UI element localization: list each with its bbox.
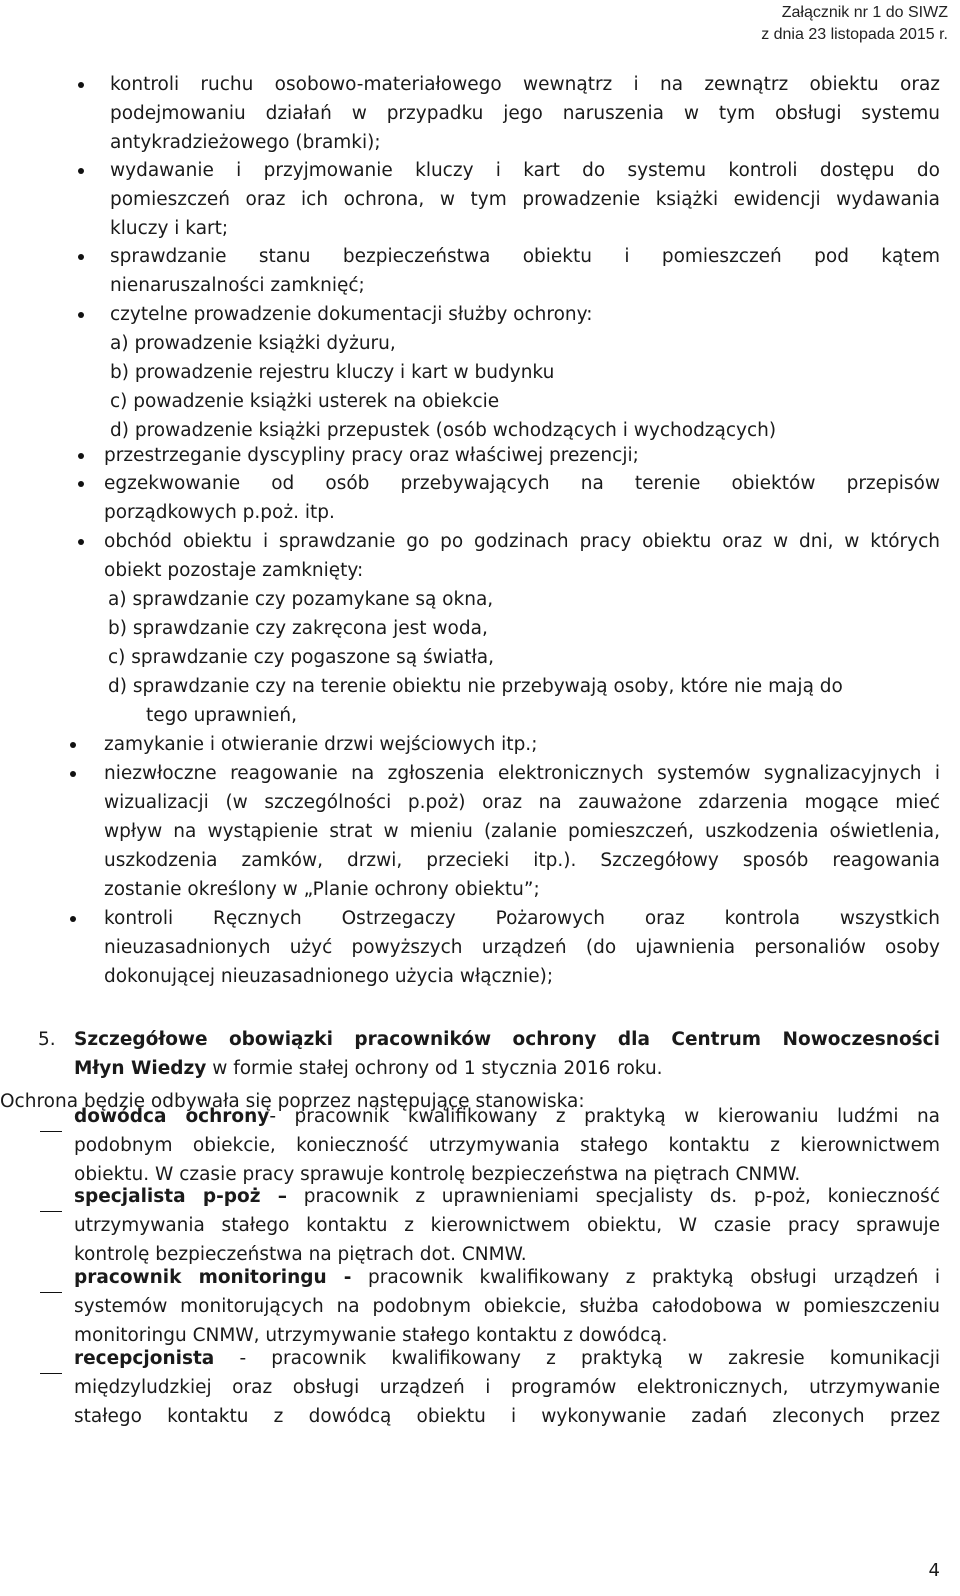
dash-icon bbox=[40, 1292, 62, 1293]
line: nienaruszalności zamknięć; bbox=[110, 275, 365, 296]
line: zostanie określony w „Planie ochrony obiektu”; bbox=[104, 879, 540, 900]
sub-text: powadzenie książki usterek na obiekcie bbox=[133, 391, 500, 412]
line: wpływ na wystąpienie strat w mieniu (zalanie pomieszczeń, uszkodzenia oświetlenia, bbox=[104, 821, 940, 842]
line: zamykanie i otwieranie drzwi wejściowych itp.; bbox=[104, 734, 538, 755]
sub-text: prowadzenie rejestru kluczy i kart w budynku bbox=[134, 362, 555, 383]
sub-item bbox=[108, 672, 843, 701]
dash-icon bbox=[40, 1131, 62, 1132]
sub-text: sprawdzanie czy na terenie obiektu nie przebywają osoby, które nie mają do bbox=[132, 676, 843, 697]
position-text: kontrolę bezpieczeństwa na piętrach dot. CNMW. bbox=[74, 1244, 527, 1265]
line: wizualizacji (w szczególności p.poż) oraz na zauważone zdarzenia mogące mieć bbox=[104, 792, 940, 813]
position-text: pracownik z uprawnieniami specjalisty ds. p-poż, konieczność bbox=[287, 1186, 940, 1207]
position-text: pracownik kwalifikowany z praktyką obsługi urządzeń i bbox=[351, 1267, 941, 1288]
position-separator: - bbox=[269, 1106, 277, 1127]
line: czytelne prowadzenie dokumentacji służby ochrony: bbox=[110, 304, 593, 325]
section-title-line: Szczegółowe obowiązki pracowników ochrony dla Centrum Nowoczesności bbox=[74, 1029, 940, 1050]
line: antykradzieżowego (bramki); bbox=[110, 132, 381, 153]
sub-item bbox=[108, 585, 493, 614]
position-item bbox=[74, 1182, 940, 1269]
line: wydawanie i przyjmowanie kluczy i kart do systemu kontroli dostępu do bbox=[110, 160, 940, 181]
line: egzekwowanie od osób przebywających na terenie obiektów przepisów bbox=[104, 473, 940, 494]
sub-marker: b) bbox=[108, 618, 127, 639]
section-title bbox=[74, 1025, 940, 1083]
list-item bbox=[104, 904, 940, 991]
line: sprawdzanie stanu bezpieczeństwa obiektu i pomieszczeń pod kątem bbox=[110, 246, 940, 267]
position-role: dowódca ochrony bbox=[74, 1106, 270, 1127]
position-text: utrzymywania stałego kontaktu z kierownictwem obiektu, W czasie pracy sprawuje bbox=[74, 1215, 940, 1236]
list-item bbox=[104, 730, 940, 759]
position-text: podobnym obiekcie, konieczność utrzymywania stałego kontaktu z kierownictwem bbox=[74, 1135, 940, 1156]
bullet-icon bbox=[78, 254, 84, 260]
sub-marker: a) bbox=[110, 333, 129, 354]
sub-item bbox=[110, 329, 396, 358]
sub-marker: c) bbox=[110, 391, 128, 412]
line: porządkowych p.poż. itp. bbox=[104, 502, 335, 523]
bullet-icon bbox=[70, 771, 76, 777]
header-date: z dnia 23 listopada 2015 r. bbox=[761, 26, 948, 43]
bullet-icon bbox=[78, 82, 84, 88]
line: dokonującej nieuzasadnionego użycia włącznie); bbox=[104, 966, 554, 987]
section-number: 5. bbox=[38, 1029, 56, 1050]
position-text: pracownik kwalifikowany z praktyką w kierowaniu ludźmi na bbox=[276, 1106, 941, 1127]
header-annex: Załącznik nr 1 do SIWZ bbox=[781, 4, 948, 21]
bullet-icon bbox=[70, 916, 76, 922]
sub-marker: c) bbox=[108, 647, 126, 668]
line: obchód obiektu i sprawdzanie go po godzinach pracy obiektu oraz w dni, w których bbox=[104, 531, 940, 552]
position-text: stałego kontaktu z dowódcą obiektu i wykonywanie zadań zleconych przez bbox=[74, 1406, 940, 1427]
line: kontroli ruchu osobowo-materiałowego wewnątrz i na zewnątrz obiektu oraz bbox=[110, 74, 940, 95]
list-item bbox=[104, 441, 940, 470]
sub-text: sprawdzanie czy pogaszone są światła, bbox=[131, 647, 494, 668]
position-role: pracownik monitoringu - bbox=[74, 1267, 352, 1288]
line: nieuzasadnionych użyć powyższych urządzeń (do ujawnienia personaliów osoby bbox=[104, 937, 940, 958]
sub-item bbox=[108, 643, 494, 672]
sub-text: sprawdzanie czy pozamykane są okna, bbox=[132, 589, 494, 610]
bullet-icon bbox=[78, 168, 84, 174]
section-title-rest: w formie stałej ochrony od 1 stycznia 2016 roku. bbox=[206, 1058, 663, 1079]
line: kontroli Ręcznych Ostrzegaczy Pożarowych oraz kontrola wszystkich bbox=[104, 908, 940, 929]
bullet-icon bbox=[70, 742, 76, 748]
line: obiekt pozostaje zamknięty: bbox=[104, 560, 364, 581]
position-item bbox=[74, 1263, 940, 1350]
sub-item bbox=[110, 387, 499, 416]
list-item bbox=[110, 156, 940, 243]
sub-text: sprawdzanie czy zakręcona jest woda, bbox=[132, 618, 488, 639]
position-text: międzyludzkiej oraz obsługi urządzeń i programów elektronicznych, utrzymywanie bbox=[74, 1377, 940, 1398]
bullet-icon bbox=[78, 312, 84, 318]
position-role: specjalista p-poż – bbox=[74, 1186, 288, 1207]
position-role: recepcjonista bbox=[74, 1348, 215, 1369]
list-item bbox=[110, 300, 940, 329]
bullet-icon bbox=[78, 481, 84, 487]
dash-icon bbox=[40, 1211, 62, 1212]
sub-text: prowadzenie książki dyżuru, bbox=[134, 333, 396, 354]
line: uszkodzenia zamków, drzwi, przecieki itp.). Szczegółowy sposób reagowania bbox=[104, 850, 940, 871]
sub-marker: d) bbox=[108, 676, 127, 697]
position-text: monitoringu CNMW, utrzymywanie stałego kontaktu z dowódcą. bbox=[74, 1325, 668, 1346]
position-text: obiektu. W czasie pracy sprawuje kontrolę bezpieczeństwa na piętrach CNMW. bbox=[74, 1164, 801, 1185]
sub-text: prowadzenie książki przepustek (osób wchodzących i wychodzących) bbox=[134, 420, 777, 441]
line: przestrzeganie dyscypliny pracy oraz właściwej prezencji; bbox=[104, 445, 639, 466]
sub-item-continuation: tego uprawnień, bbox=[146, 705, 297, 726]
position-text: - pracownik kwalifikowany z praktyką w zakresie komunikacji bbox=[214, 1348, 940, 1369]
list-item bbox=[104, 469, 940, 527]
list-item bbox=[104, 527, 940, 585]
sub-item bbox=[108, 614, 488, 643]
sub-marker: d) bbox=[110, 420, 129, 441]
sub-marker: a) bbox=[108, 589, 127, 610]
document-header bbox=[761, 2, 948, 46]
list-item bbox=[110, 242, 940, 300]
line: podejmowaniu działań w przypadku jego naruszenia w tym obsługi systemu bbox=[110, 103, 940, 124]
list-item bbox=[104, 759, 940, 904]
list-item bbox=[110, 70, 940, 157]
position-text: systemów monitorujących na podobnym obiekcie, służba całodobowa w pomieszczeniu bbox=[74, 1296, 940, 1317]
section-title-bold: Młyn Wiedzy bbox=[74, 1058, 207, 1079]
position-item bbox=[74, 1102, 940, 1189]
line: pomieszczeń oraz ich ochrona, w tym prowadzenie książki ewidencji wydawania bbox=[110, 189, 940, 210]
position-item bbox=[74, 1344, 940, 1431]
sub-marker: b) bbox=[110, 362, 129, 383]
bullet-icon bbox=[78, 539, 84, 545]
dash-icon bbox=[40, 1373, 62, 1374]
sub-item bbox=[110, 358, 554, 387]
line: niezwłoczne reagowanie na zgłoszenia elektronicznych systemów sygnalizacyjnych i bbox=[104, 763, 940, 784]
intro-paragraph: Ochrona będzie odbywała się poprzez następujące stanowiska: bbox=[0, 1091, 585, 1112]
line: kluczy i kart; bbox=[110, 218, 229, 239]
page-number: 4 bbox=[928, 1560, 940, 1581]
bullet-icon bbox=[78, 453, 84, 459]
